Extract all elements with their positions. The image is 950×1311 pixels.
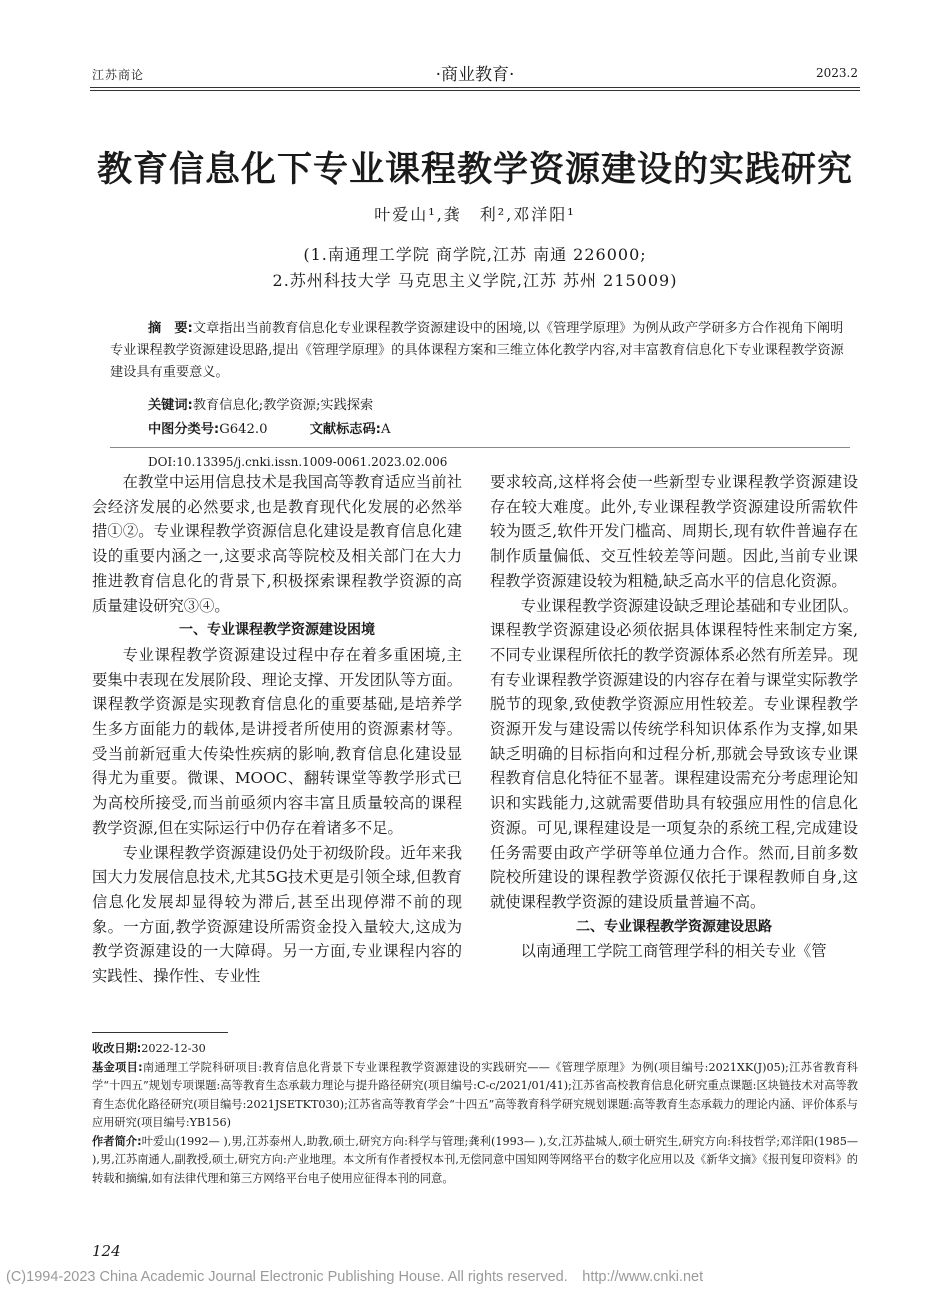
footnote-rule [92,1032,228,1033]
body-column-right [490,470,858,964]
paragraph: 专业课程教学资源建设缺乏理论基础和专业团队。课程教学资源建设必须依据具体课程特性来制定方案,不同专业课程所依托的教学资源体系必然有所差异。现有专业课程教学资源建设的内容存在着与课堂实际教学脱节的现象,致使教学资源应用性较差。专业课程教学资源开发与建设需以传统学科知识体系作为支撑,如果缺乏明确的目标指向和过程分析,那就会导致该专业课程教育信息化特征不显著。课程建设需充分考虑理论知识和实践能力,这就需要借助具有较强应用性的信息化资源。可见,课程建设是一项复杂的系统工程,完成建设任务需要由政产学研等单位通力合作。然而,目前多数院校所建设的课程教学资源仅依托于课程教师自身,这就使课程教学资源的建设质量普遍不高。 [490,596,858,911]
classification [148,418,390,437]
paragraph: 在教堂中运用信息技术是我国高等教育适应当前社会经济发展的必然要求,也是教育现代化发展的必然举措①②。专业课程教学资源信息化建设是教育信息化建设的重要内涵之一,这要求高等院校及相关部门在大力推进教育信息化的背景下,积极探索课程教学资源的高质量建设研究③④。 [92,473,462,615]
received-value: 2022-12-30 [141,1042,206,1055]
body-column-left [92,470,462,989]
abstract-text: 文章指出当前教育信息化专业课程教学资源建设中的困境,以《管理学原理》为例从政产学研多方合作视角下阐明专业课程教学资源建设思路,提出《管理学原理》的具体课程方案和三维立体化教学内容,对丰富教育信息化下专业课程教学资源建设具有重要意义。 [110,321,844,380]
doi[interactable]: DOI:10.13395/j.cnki.issn.1009-0061.2023.02.006 [148,455,448,469]
doc-code-label: 文献标志码: [309,422,381,437]
keywords [148,394,373,413]
paragraph: 专业课程教学资源建设过程中存在着多重困境,主要集中表现在发展阶段、理论支撑、开发团队等方面。课程教学资源是实现教育信息化的重要基础,是培养学生多方面能力的载体,是讲授者所使用的资源素材等。受当前新冠重大传染性疾病的影响,教育信息化建设显得尤为重要。微课、MOOC、翻转课堂等教学形式已为高校所接受,而当前亟须内容丰富且质量较高的课程教学资源,但在实际运行中仍存在着诸多不足。 [92,645,462,837]
issue-number: 2023.2 [816,66,858,80]
article-title: 教育信息化下专业课程教学资源建设的实践研究 [96,150,853,190]
paragraph: 要求较高,这样将会使一些新型专业课程教学资源建设存在较大难度。此外,专业课程教学资源建设所需软件较为匮乏,软件开发门槛高、周期长,现有软件普遍存在制作质量偏低、交互性较差等问题。因此,当前专业课程教学资源建设较为粗糙,缺乏高水平的信息化资源。 [490,473,858,590]
received-date [92,1040,858,1059]
clc-label: 中图分类号: [148,422,220,437]
section-heading-1: 一、专业课程教学资源建设困境 [179,622,375,639]
journal-name: 江苏商论 [92,68,145,82]
abstract [110,318,850,384]
author-list: 叶爱山¹,龚 利²,邓洋阳¹ [374,205,576,224]
paragraph: 专业课程教学资源建设仍处于初级阶段。近年来我国大力发展信息技术,尤其5G技术更是引领全球,但教育信息化发展却显得较为滞后,甚至出现停滞不前的现象。一方面,教学资源建设所需资金投入量较大,这成为教学资源建设的一大障碍。另一方面,专业课程内容的实践性、操作性、专业性 [92,843,462,986]
clc-value: G642.0 [219,422,268,437]
header-rule-thin [90,90,860,91]
received-label: 收改日期: [92,1042,142,1055]
affiliation-2: 2.苏州科技大学 马克思主义学院,江苏 苏州 215009) [272,271,678,290]
paragraph: 以南通理工学院工商管理学科的相关专业《管 [520,942,827,961]
copyright-notice: (C)1994-2023 China Academic Journal Electronic Publishing House. All rights reserved. http://www.cnki.net [6,1269,704,1285]
fund-label: 基金项目: [92,1060,143,1074]
fund-info [92,1059,858,1133]
abstract-label: 摘 要: [148,321,193,336]
keywords-label: 关键词: [148,398,193,413]
affiliation-1: (1.南通理工学院 商学院,江苏 南通 226000; [303,245,647,264]
footnotes [92,1040,858,1188]
author-info-label: 作者简介: [92,1134,142,1148]
meta-rule [110,447,850,448]
section-name: ·商业教育· [435,65,515,85]
doc-code-value: A [380,422,391,437]
author-info [92,1133,858,1189]
author-info-value: 叶爱山(1992— ),男,江苏泰州人,助教,硕士,研究方向:科学与管理;龚利(1993— ),女,江苏盐城人,硕士研究生,研究方向:科技哲学;邓洋阳(1985— ),男,江苏南通人,副教授,硕士,研究方向:产业地理。本文所有作者授权本刊,无偿同意中国知网等网络平台的数字化应用以及《新华文摘》《报刊复印资料》的转载和摘编,如有法律代理和第三方网络平台电子使用应征得本刊的同意。 [92,1134,859,1185]
section-heading-2: 二、专业课程教学资源建设思路 [576,918,772,935]
keywords-text: 教育信息化;教学资源;实践探索 [192,398,374,413]
header-rule [90,87,860,88]
page-number: 124 [92,1242,121,1260]
fund-value: 南通理工学院科研项目:教育信息化背景下专业课程教学资源建设的实践研究——《管理学原理》为例(项目编号:2021XK(J)05);江苏省教育科学“十四五”规划专项课题:高等教育生态承载力理论与提升路径研究(项目编号:C-c/2021/01/41);江苏省高校教育信息化研究重点课题:区块链技术对高等教育生态优化路径研究(项目编号:2021JSETKT030);江苏省高等教育学会“十四五”高等教育科学研究规划课题:高等教育生态承载力的理论内涵、评价体系与应用研究(项目编号:YB156) [92,1060,858,1129]
